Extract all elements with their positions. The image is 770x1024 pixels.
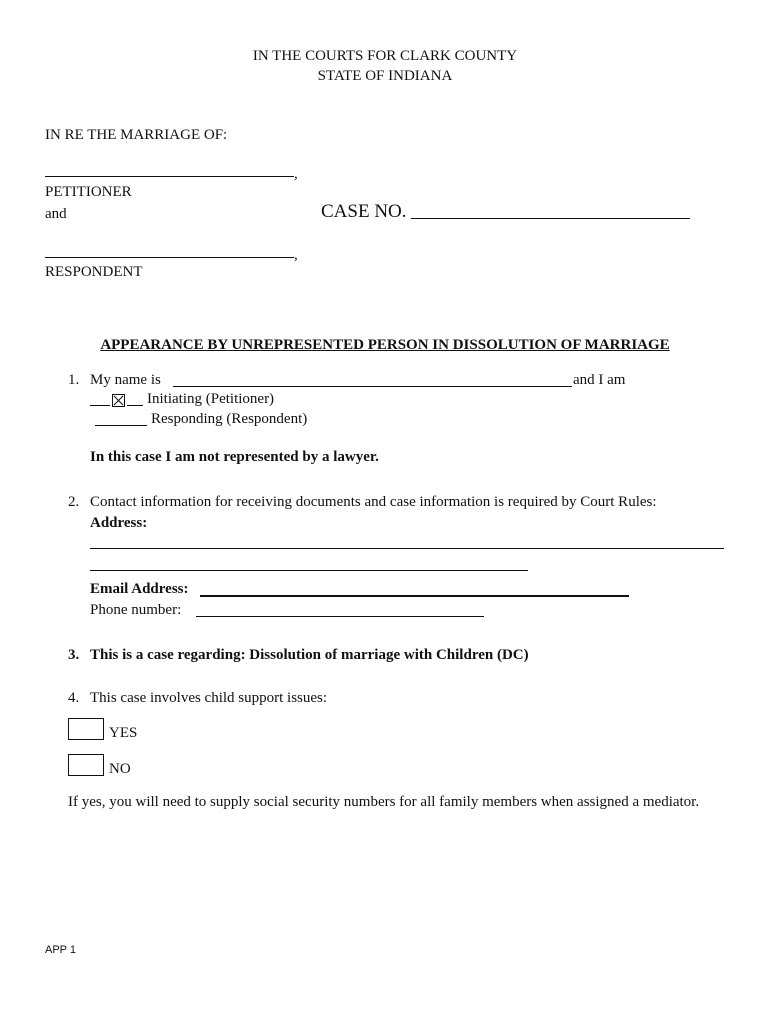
checked-x-icon bbox=[112, 394, 125, 407]
no-label: NO bbox=[109, 761, 131, 777]
form-title: APPEARANCE BY UNREPRESENTED PERSON IN DISSOLUTION OF MARRIAGE bbox=[100, 337, 670, 353]
petitioner-name-line[interactable] bbox=[45, 176, 294, 177]
responding-blank[interactable] bbox=[95, 425, 147, 426]
respondent-label: RESPONDENT bbox=[45, 264, 143, 280]
initiating-blank-right bbox=[127, 405, 143, 406]
my-name-line[interactable] bbox=[173, 386, 572, 387]
email-line[interactable] bbox=[200, 595, 629, 597]
yes-label: YES bbox=[109, 725, 138, 741]
item4-number: 4. bbox=[68, 690, 80, 706]
initiating-checkbox[interactable] bbox=[110, 393, 127, 411]
no-checkbox[interactable] bbox=[68, 754, 104, 776]
court-name: IN THE COURTS FOR CLARK COUNTY bbox=[252, 48, 518, 64]
and-i-am-label: and I am bbox=[573, 372, 626, 388]
address-line-1[interactable] bbox=[90, 548, 724, 549]
respondent-name-line[interactable] bbox=[45, 257, 294, 258]
phone-label: Phone number: bbox=[90, 602, 182, 618]
yes-checkbox[interactable] bbox=[68, 718, 104, 740]
in-re-label: IN RE THE MARRIAGE OF: bbox=[45, 127, 228, 143]
contact-info-text: Contact information for receiving documents and case information is required by Court Rules: bbox=[90, 494, 657, 510]
initiating-label: Initiating (Petitioner) bbox=[147, 391, 275, 407]
item3-number: 3. bbox=[68, 647, 80, 663]
address-line-2[interactable] bbox=[90, 570, 528, 571]
case-number-line[interactable] bbox=[411, 218, 690, 219]
petitioner-comma: , bbox=[294, 166, 298, 182]
state-name: STATE OF INDIANA bbox=[317, 68, 453, 84]
not-represented-statement: In this case I am not represented by a lawyer. bbox=[90, 449, 379, 465]
and-label: and bbox=[45, 206, 67, 222]
address-label: Address: bbox=[90, 515, 148, 531]
respondent-comma: , bbox=[294, 247, 298, 263]
responding-label: Responding (Respondent) bbox=[151, 411, 308, 427]
ssn-note: If yes, you will need to supply social security numbers for all family members when assigned a mediator. bbox=[68, 794, 700, 810]
my-name-label: My name is bbox=[90, 372, 161, 388]
case-type-text: This is a case regarding: Dissolution of marriage with Children (DC) bbox=[90, 647, 529, 663]
petitioner-label: PETITIONER bbox=[45, 184, 132, 200]
form-code: APP 1 bbox=[45, 944, 76, 956]
email-label: Email Address: bbox=[90, 581, 189, 597]
initiating-blank-left bbox=[90, 405, 110, 406]
case-number-label: CASE NO. bbox=[321, 201, 407, 222]
item2-number: 2. bbox=[68, 494, 80, 510]
phone-line[interactable] bbox=[196, 616, 484, 617]
child-support-text: This case involves child support issues: bbox=[90, 690, 328, 706]
item1-number: 1. bbox=[68, 372, 80, 388]
